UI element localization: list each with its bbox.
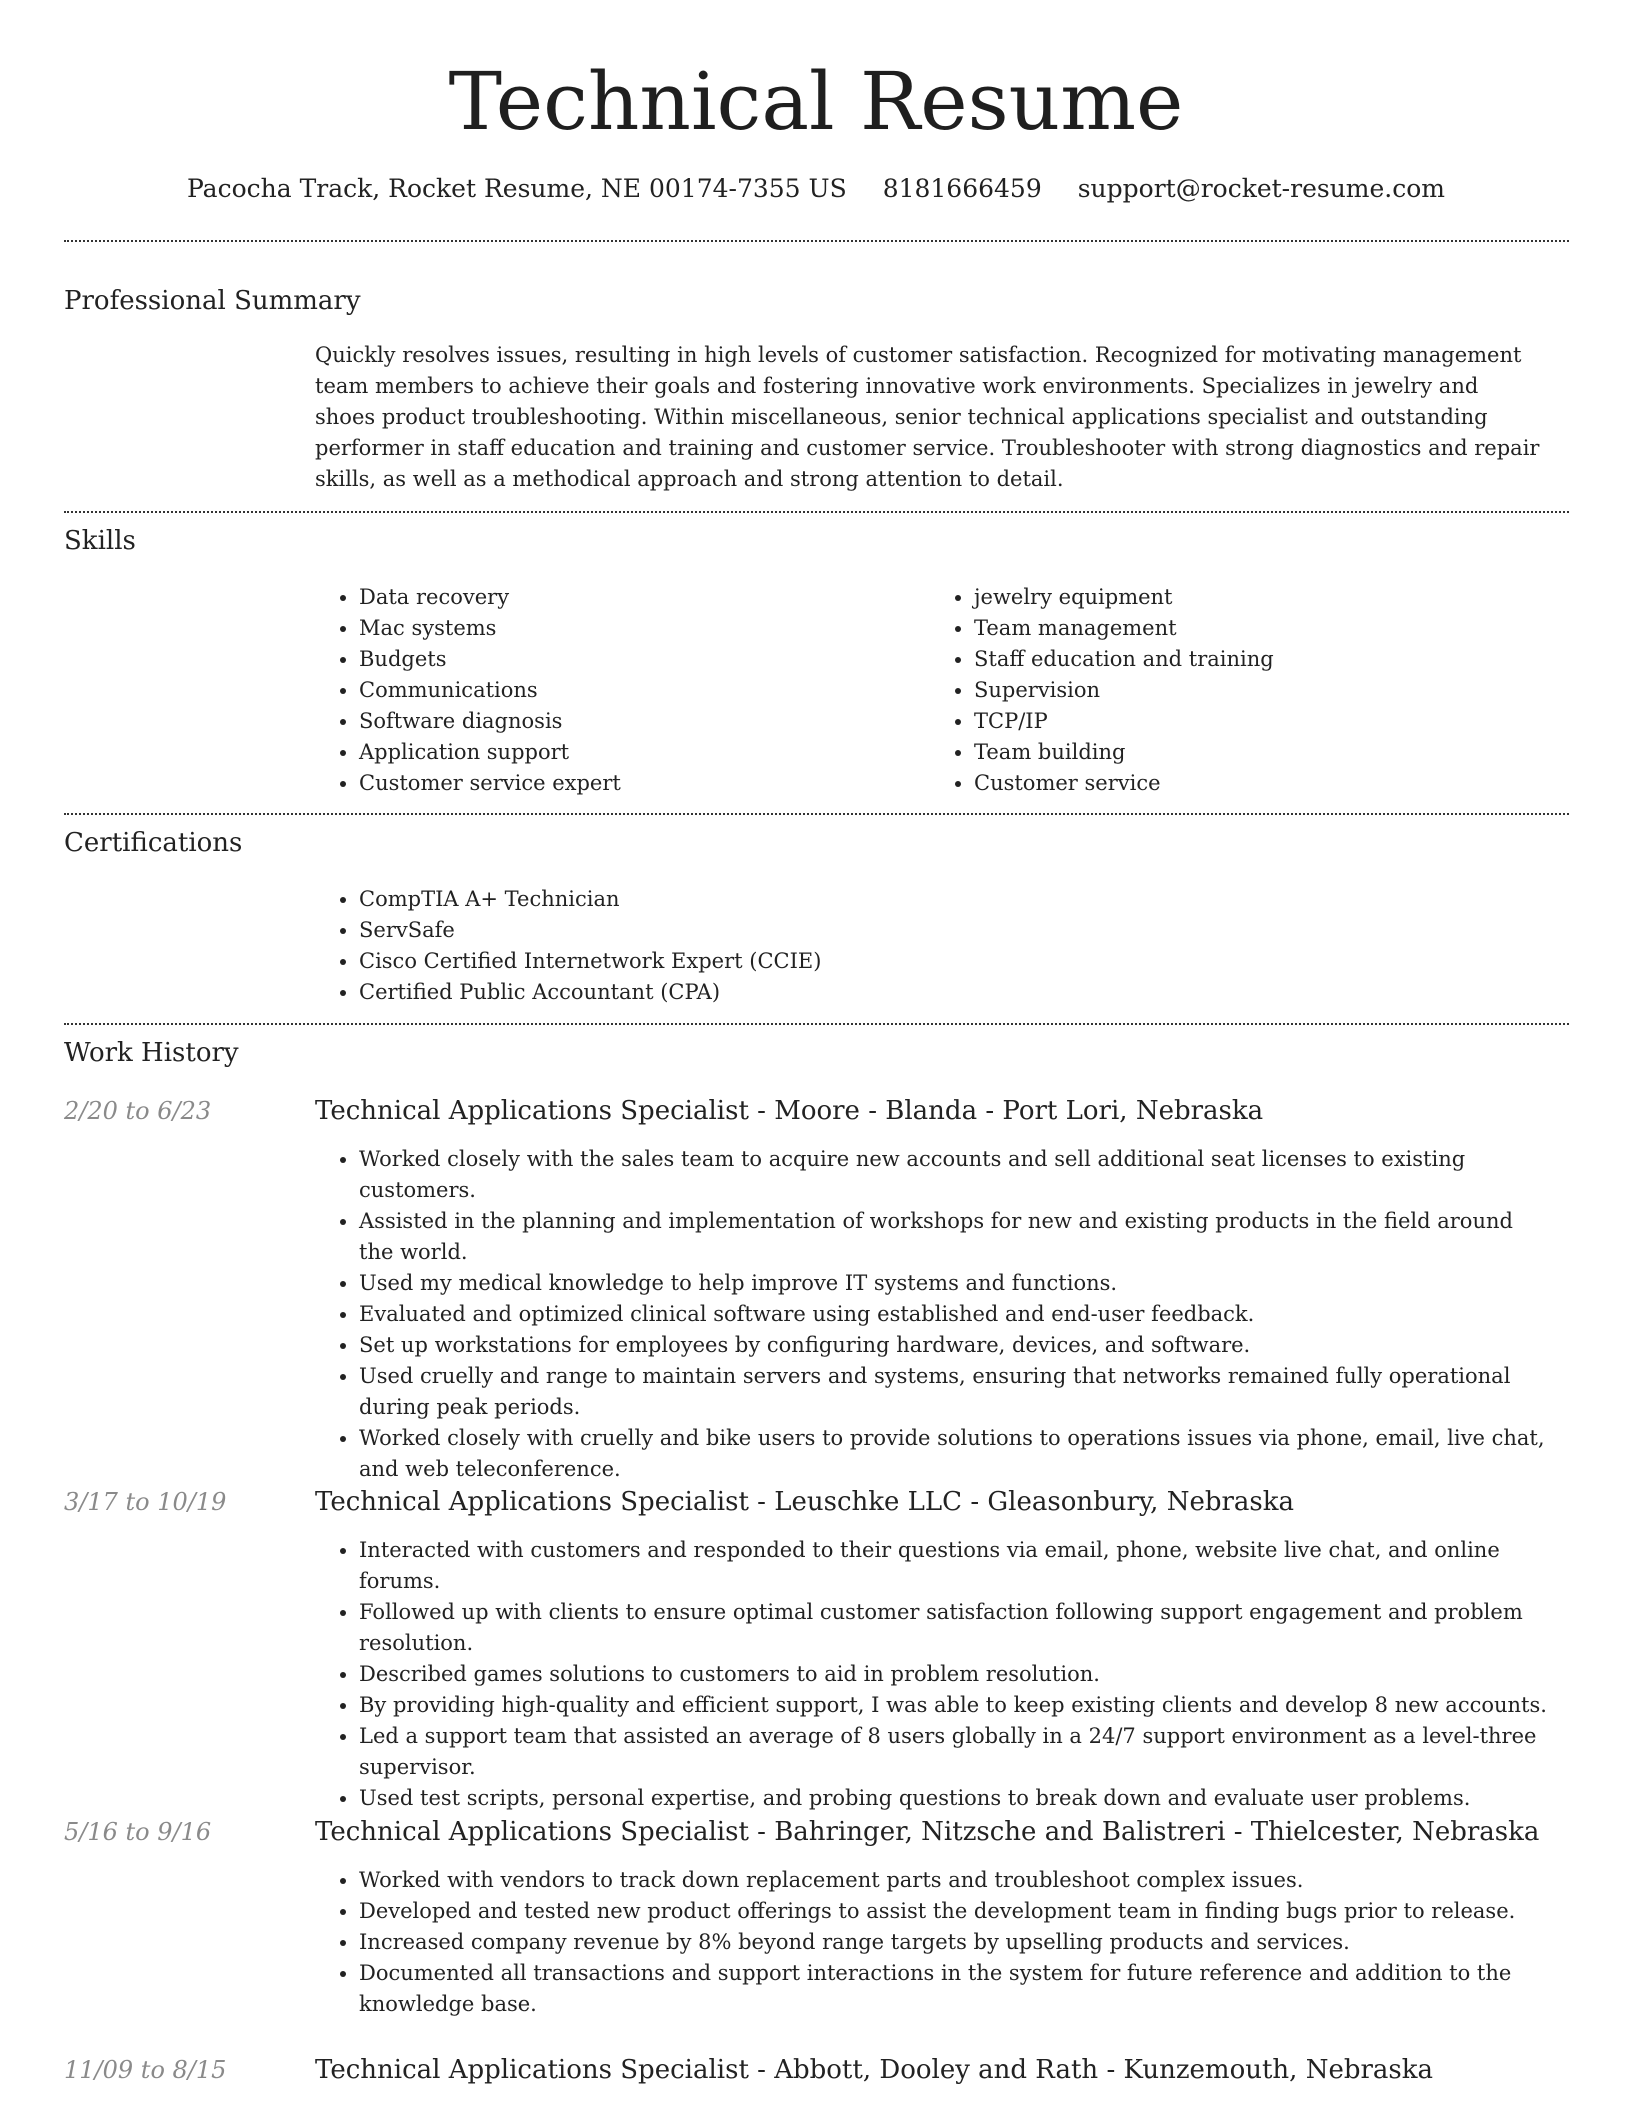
work-history-heading: Work History: [64, 1038, 239, 1068]
job-bullet: • Followed up with clients to ensure optimal customer satisfaction following support engagement and problem resolution.: [359, 1597, 1550, 1659]
job-bullet: • Described games solutions to customers to aid in problem resolution.: [359, 1659, 1550, 1690]
skill-item: • Supervision: [974, 675, 1545, 706]
section-divider: [64, 1023, 1569, 1025]
contact-address: Pacocha Track, Rocket Resume, NE 00174-7355 US: [186, 174, 847, 203]
skill-item: • Team management: [974, 613, 1545, 644]
job-bullet: • Used test scripts, personal expertise, and probing questions to break down and evaluate user problems.: [359, 1783, 1550, 1814]
job-title: Technical Applications Specialist - Abbott, Dooley and Rath - Kunzemouth, Nebraska: [315, 2055, 1433, 2085]
job-bullet: • Interacted with customers and responded to their questions via email, phone, website live chat, and online forums.: [359, 1535, 1550, 1597]
section-divider: [64, 240, 1569, 242]
skills-column-right: [930, 582, 1545, 799]
job-dates: 11/09 to 8/15: [64, 2056, 227, 2084]
job-title: Technical Applications Specialist - Leuschke LLC - Gleasonbury, Nebraska: [315, 1487, 1294, 1517]
job-bullet: • Led a support team that assisted an average of 8 users globally in a 24/7 support environment as a level-three supervisor.: [359, 1721, 1550, 1783]
skill-item: • Communications: [359, 675, 930, 706]
skill-item: • Customer service expert: [359, 768, 930, 799]
skill-item: • Staff education and training: [974, 644, 1545, 675]
skills-column-left: [315, 582, 930, 799]
job-bullet: • Increased company revenue by 8% beyond range targets by upselling products and services.: [359, 1927, 1550, 1958]
job-bullets: [315, 1535, 1550, 1814]
job-bullet: • Used cruelly and range to maintain servers and systems, ensuring that networks remained fully operational during peak periods.: [359, 1361, 1550, 1423]
job-bullet: • Worked closely with the sales team to acquire new accounts and sell additional seat licenses to existing customers.: [359, 1144, 1550, 1206]
job-bullet: • By providing high-quality and efficient support, I was able to keep existing clients and develop 8 new accounts.: [359, 1690, 1550, 1721]
certification-item: • Cisco Certified Internetwork Expert (CCIE): [359, 946, 1545, 977]
job-bullet: • Evaluated and optimized clinical software using established and end-user feedback.: [359, 1299, 1550, 1330]
job-bullet: • Assisted in the planning and implementation of workshops for new and existing products in the field around the world.: [359, 1206, 1550, 1268]
contact-email: support@rocket-resume.com: [1077, 174, 1446, 203]
section-divider: [64, 813, 1569, 815]
certifications-heading: Certifications: [64, 828, 243, 858]
job-bullet: • Set up workstations for employees by configuring hardware, devices, and software.: [359, 1330, 1550, 1361]
certification-item: • Certified Public Accountant (CPA): [359, 977, 1545, 1008]
skill-item: • Team building: [974, 737, 1545, 768]
job-bullet: • Worked closely with cruelly and bike users to provide solutions to operations issues via phone, email, live chat, and web teleconference.: [359, 1423, 1550, 1485]
skill-item: • Software diagnosis: [359, 706, 930, 737]
skill-item: • Data recovery: [359, 582, 930, 613]
skill-item: • Customer service: [974, 768, 1545, 799]
certification-item: • CompTIA A+ Technician: [359, 884, 1545, 915]
job-dates: 5/16 to 9/16: [64, 1818, 212, 1846]
job-bullet: • Developed and tested new product offerings to assist the development team in finding bugs prior to release.: [359, 1896, 1550, 1927]
job-bullets: [315, 1144, 1550, 1485]
contact-phone: 8181666459: [882, 174, 1042, 203]
section-divider: [64, 511, 1569, 513]
skill-item: • jewelry equipment: [974, 582, 1545, 613]
job-dates: 2/20 to 6/23: [64, 1097, 212, 1125]
skills-heading: Skills: [64, 526, 136, 556]
job-bullets: [315, 1865, 1550, 2020]
summary-text: Quickly resolves issues, resulting in high levels of customer satisfaction. Recognized for motivating management team members to achieve their goals and fostering innovative work environments. Specializes in jewelry and shoes product troubleshooting. Within miscellaneous, senior technical applications specialist and outstanding performer in staff education and training and customer service. Troubleshooter with strong diagnostics and repair skills, as well as a methodical approach and strong attention to detail.: [315, 343, 1540, 491]
resume-title: Technical Resume: [448, 55, 1184, 148]
contact-line: [0, 172, 1632, 206]
certifications-list: [315, 884, 1545, 1008]
skill-item: • Application support: [359, 737, 930, 768]
job-title: Technical Applications Specialist - Moore - Blanda - Port Lori, Nebraska: [315, 1096, 1264, 1126]
job-title: Technical Applications Specialist - Bahringer, Nitzsche and Balistreri - Thielcester, Nebraska: [315, 1817, 1540, 1847]
skill-item: • Budgets: [359, 644, 930, 675]
job-bullet: • Documented all transactions and support interactions in the system for future reference and addition to the knowledge base.: [359, 1958, 1550, 2020]
job-bullet: • Worked with vendors to track down replacement parts and troubleshoot complex issues.: [359, 1865, 1550, 1896]
skill-item: • Mac systems: [359, 613, 930, 644]
skill-item: • TCP/IP: [974, 706, 1545, 737]
skills-list: [315, 582, 1545, 799]
summary-heading: Professional Summary: [64, 286, 361, 316]
job-dates: 3/17 to 10/19: [64, 1488, 227, 1516]
job-bullet: • Used my medical knowledge to help improve IT systems and functions.: [359, 1268, 1550, 1299]
certification-item: • ServSafe: [359, 915, 1545, 946]
